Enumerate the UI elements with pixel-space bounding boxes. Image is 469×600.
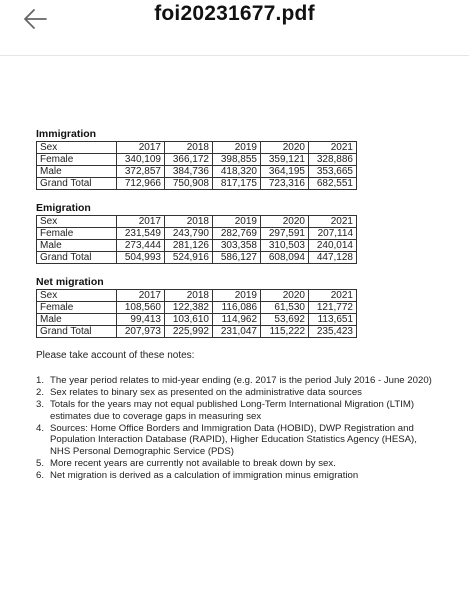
row-label: Female bbox=[37, 302, 117, 314]
top-app-bar bbox=[0, 0, 469, 44]
column-header: 2017 bbox=[117, 216, 165, 228]
table-cell: 114,962 bbox=[213, 314, 261, 326]
column-header: 2019 bbox=[213, 290, 261, 302]
note-number: 1. bbox=[36, 375, 45, 386]
notes-list bbox=[36, 375, 436, 481]
section-emigration bbox=[36, 202, 436, 264]
table-cell: 366,172 bbox=[165, 154, 213, 166]
note-number: 2. bbox=[36, 387, 45, 398]
row-label: Grand Total bbox=[37, 326, 117, 338]
table-cell: 712,966 bbox=[117, 178, 165, 190]
table-cell: 243,790 bbox=[165, 228, 213, 240]
table-header-row bbox=[37, 216, 357, 228]
table-cell: 340,109 bbox=[117, 154, 165, 166]
header-divider bbox=[0, 55, 469, 56]
table-header-row bbox=[37, 290, 357, 302]
notes-intro: Please take account of these notes: bbox=[36, 350, 195, 361]
table-cell: 398,855 bbox=[213, 154, 261, 166]
note-text: The year period relates to mid-year ending (e.g. 2017 is the period July 2016 - June 2020) bbox=[50, 375, 432, 386]
column-header: Sex bbox=[37, 290, 117, 302]
table-row bbox=[37, 154, 357, 166]
note-item bbox=[36, 387, 436, 399]
row-label: Female bbox=[37, 228, 117, 240]
column-header: 2020 bbox=[261, 216, 309, 228]
section-net-migration bbox=[36, 276, 436, 338]
section-title: Net migration bbox=[36, 276, 104, 288]
table-cell: 303,358 bbox=[213, 240, 261, 252]
table-cell: 121,772 bbox=[309, 302, 357, 314]
section-title: Immigration bbox=[36, 128, 97, 140]
table-cell: 273,444 bbox=[117, 240, 165, 252]
column-header: 2021 bbox=[309, 142, 357, 154]
data-table bbox=[36, 289, 357, 338]
row-label: Female bbox=[37, 154, 117, 166]
document-title: foi20231677.pdf bbox=[154, 2, 315, 25]
table-cell: 207,973 bbox=[117, 326, 165, 338]
table-cell: 504,993 bbox=[117, 252, 165, 264]
section-immigration bbox=[36, 128, 436, 190]
table-cell: 99,413 bbox=[117, 314, 165, 326]
pdf-page-content bbox=[36, 128, 436, 482]
table-cell: 359,121 bbox=[261, 154, 309, 166]
table-cell: 108,560 bbox=[117, 302, 165, 314]
table-cell: 418,320 bbox=[213, 166, 261, 178]
table-cell: 586,127 bbox=[213, 252, 261, 264]
table-cell: 384,736 bbox=[165, 166, 213, 178]
column-header: Sex bbox=[37, 142, 117, 154]
note-number: 5. bbox=[36, 457, 45, 469]
table-cell: 281,126 bbox=[165, 240, 213, 252]
table-cell: 231,047 bbox=[213, 326, 261, 338]
tables-container bbox=[36, 128, 436, 338]
note-number: 6. bbox=[36, 469, 45, 481]
table-cell: 353,665 bbox=[309, 166, 357, 178]
table-cell: 235,423 bbox=[309, 326, 357, 338]
column-header: 2017 bbox=[117, 142, 165, 154]
row-label: Male bbox=[37, 240, 117, 252]
table-cell: 372,857 bbox=[117, 166, 165, 178]
column-header: 2018 bbox=[165, 216, 213, 228]
table-cell: 122,382 bbox=[165, 302, 213, 314]
table-cell: 364,195 bbox=[261, 166, 309, 178]
note-item bbox=[36, 458, 436, 470]
column-header: 2017 bbox=[117, 290, 165, 302]
table-cell: 53,692 bbox=[261, 314, 309, 326]
table-row bbox=[37, 252, 357, 264]
column-header: 2020 bbox=[261, 290, 309, 302]
note-text: More recent years are currently not available to break down by sex. bbox=[50, 457, 336, 469]
row-label: Male bbox=[37, 166, 117, 178]
column-header: 2021 bbox=[309, 290, 357, 302]
table-header-row bbox=[37, 142, 357, 154]
column-header: 2021 bbox=[309, 216, 357, 228]
table-cell: 240,014 bbox=[309, 240, 357, 252]
table-cell: 207,114 bbox=[309, 228, 357, 240]
table-row bbox=[37, 228, 357, 240]
note-item bbox=[36, 399, 436, 422]
note-number: 3. bbox=[36, 399, 45, 410]
table-row bbox=[37, 178, 357, 190]
note-text: Sex relates to binary sex as presented on the administrative data sources bbox=[50, 387, 362, 398]
table-row bbox=[37, 326, 357, 338]
table-cell: 608,094 bbox=[261, 252, 309, 264]
table-cell: 61,530 bbox=[261, 302, 309, 314]
table-cell: 231,549 bbox=[117, 228, 165, 240]
table-cell: 723,316 bbox=[261, 178, 309, 190]
table-cell: 282,769 bbox=[213, 228, 261, 240]
table-cell: 297,591 bbox=[261, 228, 309, 240]
row-label: Grand Total bbox=[37, 252, 117, 264]
table-row bbox=[37, 302, 357, 314]
table-cell: 113,651 bbox=[309, 314, 357, 326]
table-cell: 116,086 bbox=[213, 302, 261, 314]
section-title: Emigration bbox=[36, 202, 91, 214]
column-header: 2018 bbox=[165, 290, 213, 302]
note-text: Net migration is derived as a calculation of immigration minus emigration bbox=[50, 469, 359, 481]
note-text: Totals for the years may not equal published Long-Term International Migration (LTIM) estimates due to coverage gaps in measuring sex bbox=[50, 399, 415, 422]
table-cell: 817,175 bbox=[213, 178, 261, 190]
table-cell: 682,551 bbox=[309, 178, 357, 190]
note-item bbox=[36, 423, 436, 458]
table-cell: 115,222 bbox=[261, 326, 309, 338]
table-row bbox=[37, 314, 357, 326]
row-label: Grand Total bbox=[37, 178, 117, 190]
table-cell: 750,908 bbox=[165, 178, 213, 190]
note-item bbox=[36, 470, 436, 482]
column-header: 2020 bbox=[261, 142, 309, 154]
column-header: Sex bbox=[37, 216, 117, 228]
table-cell: 328,886 bbox=[309, 154, 357, 166]
table-row bbox=[37, 240, 357, 252]
table-cell: 447,128 bbox=[309, 252, 357, 264]
note-text: Sources: Home Office Borders and Immigration Data (HOBID), DWP Registration and Population Interaction Database (RAPID), Higher Education Statistics Agency (HESA), NHS Personal Demographic Service (PDS) bbox=[50, 422, 417, 457]
table-cell: 524,916 bbox=[165, 252, 213, 264]
note-item bbox=[36, 375, 436, 387]
data-table bbox=[36, 215, 357, 264]
data-table bbox=[36, 141, 357, 190]
table-row bbox=[37, 166, 357, 178]
table-cell: 103,610 bbox=[165, 314, 213, 326]
column-header: 2019 bbox=[213, 142, 261, 154]
column-header: 2018 bbox=[165, 142, 213, 154]
table-cell: 225,992 bbox=[165, 326, 213, 338]
table-cell: 310,503 bbox=[261, 240, 309, 252]
row-label: Male bbox=[37, 314, 117, 326]
column-header: 2019 bbox=[213, 216, 261, 228]
note-number: 4. bbox=[36, 422, 45, 434]
